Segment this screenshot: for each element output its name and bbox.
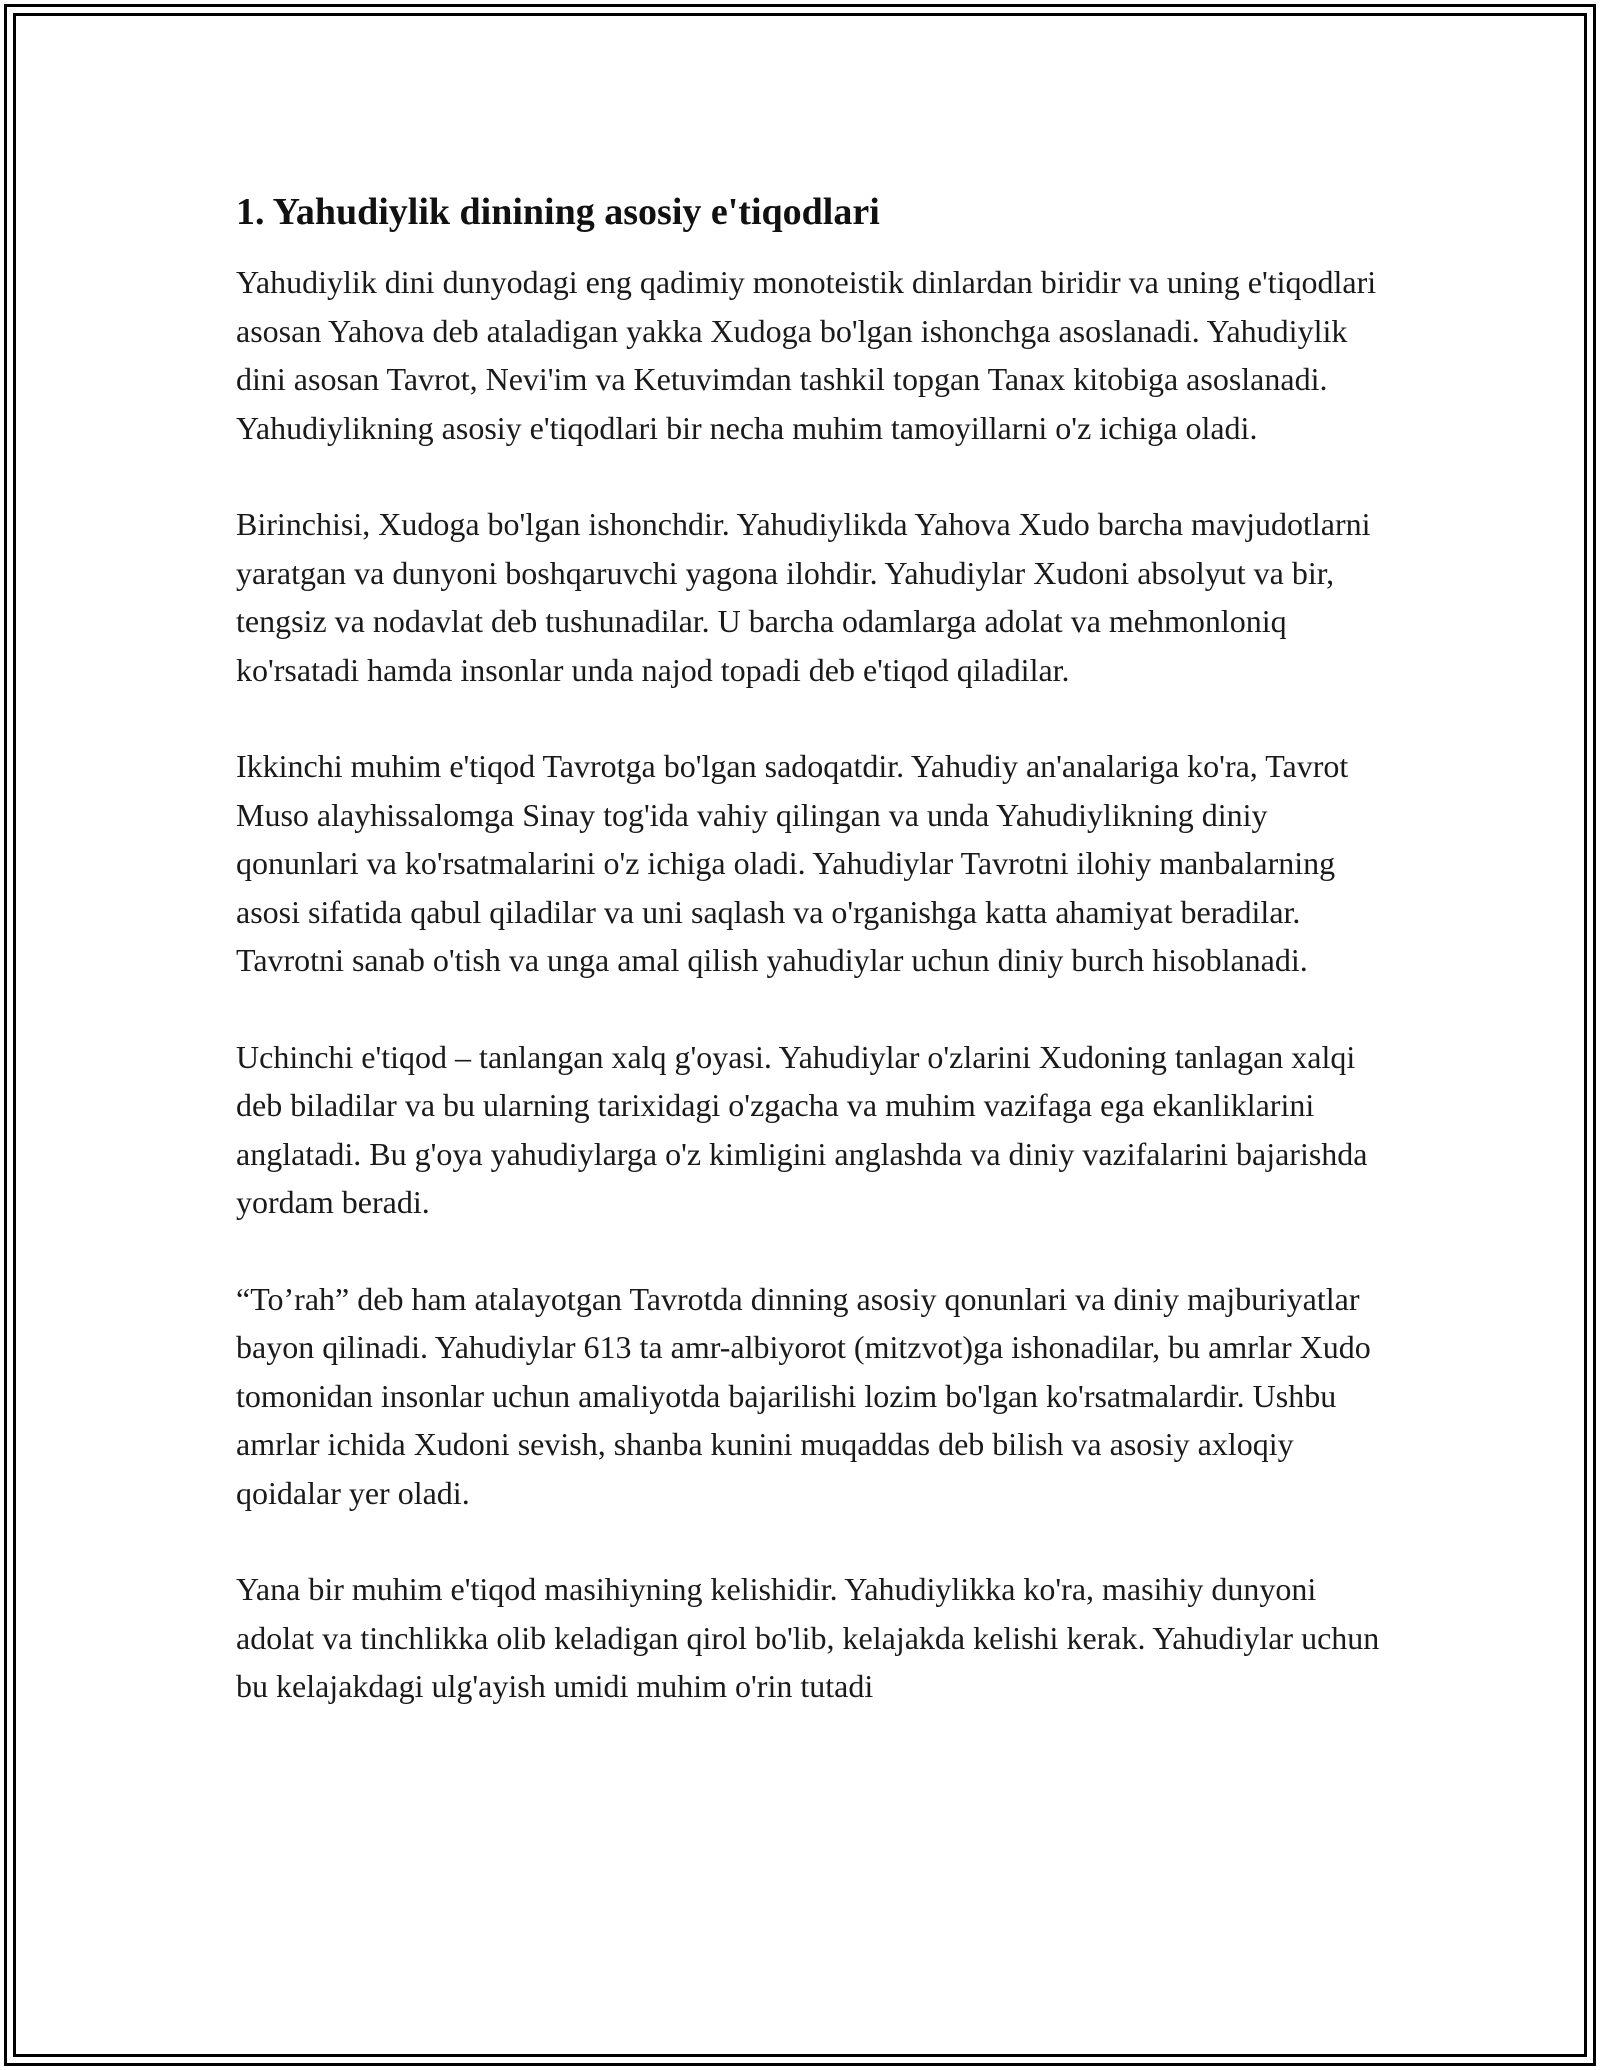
- paragraph-torah-laws: “To’rah” deb ham atalayotgan Tavrotda dinning asosiy qonunlari va diniy majburiyatlar bayon qilinadi. Yahudiylar 613 ta amr-albiyorot (mitzvot)ga ishonadilar, bu amrlar Xudo tomonidan insonlar uchun amaliyotda bajarilishi lozim bo'lgan ko'rsatmalardir. Ushbu amrlar ichida Xudoni sevish, shanba kunini muqaddas deb bilish va asosiy axloqiy qoidalar yer oladi.: [236, 1280, 1371, 1511]
- paragraph-intro: Yahudiylik dini dunyodagi eng qadimiy monoteistik dinlardan biridir va uning e'tiqodlari asosan Yahova deb ataladigan yakka Xudoga bo'lgan ishonchga asoslanadi. Yahudiylik dini asosan Tavrot, Nevi'im va Ketuvimdan tashkil topgan Tanax kitobiga asoslanadi. Yahudiylikning asosiy e'tiqodlari bir necha muhim tamoyillarni o'z ichiga oladi.: [236, 264, 1377, 446]
- section-heading: 1. Yahudiylik dinining asosiy e'tiqodlari: [236, 191, 880, 233]
- document-body: [236, 186, 1396, 1759]
- paragraph-messiah: Yana bir muhim e'tiqod masihiyning kelishidir. Yahudiylikka ko'ra, masihiy dunyoni adolat va tinchlikka olib keladigan qirol bo'lib, kelajakda kelishi kerak. Yahudiylar uchun bu kelajakdagi ulg'ayish umidi muhim o'rin tutadi: [236, 1571, 1380, 1704]
- paragraph-second-belief: Ikkinchi muhim e'tiqod Tavrotga bo'lgan sadoqatdir. Yahudiy an'analariga ko'ra, Tavrot Muso alayhissalomga Sinay tog'ida vahiy qilingan va unda Yahudiylikning diniy qonunlari va ko'rsatmalarini o'z ichiga oladi. Yahudiylar Tavrotni ilohiy manbalarning asosi sifatida qabul qiladilar va uni saqlash va o'rganishga katta ahamiyat beradilar. Tavrotni sanab o'tish va unga amal qilish yahudiylar uchun diniy burch hisoblanadi.: [236, 748, 1349, 978]
- paragraph-first-belief: Birinchisi, Xudoga bo'lgan ishonchdir. Yahudiylikda Yahova Xudo barcha mavjudotlarni yaratgan va dunyoni boshqaruvchi yagona ilohdir. Yahudiylar Xudoni absolyut va bir, tengsiz va nodavlat deb tushunadilar. U barcha odamlarga adolat va mehmonloniq ko'rsatadi hamda insonlar unda najod topadi deb e'tiqod qiladilar.: [236, 506, 1371, 688]
- paragraph-third-belief: Uchinchi e'tiqod – tanlangan xalq g'oyasi. Yahudiylar o'zlarini Xudoning tanlagan xalqi deb biladilar va bu ularning tarixidagi o'zgacha va muhim vazifaga ega ekanliklarini anglatadi. Bu g'oya yahudiylarga o'z kimligini anglashda va diniy vazifalarini bajarishda yordam beradi.: [236, 1038, 1368, 1220]
